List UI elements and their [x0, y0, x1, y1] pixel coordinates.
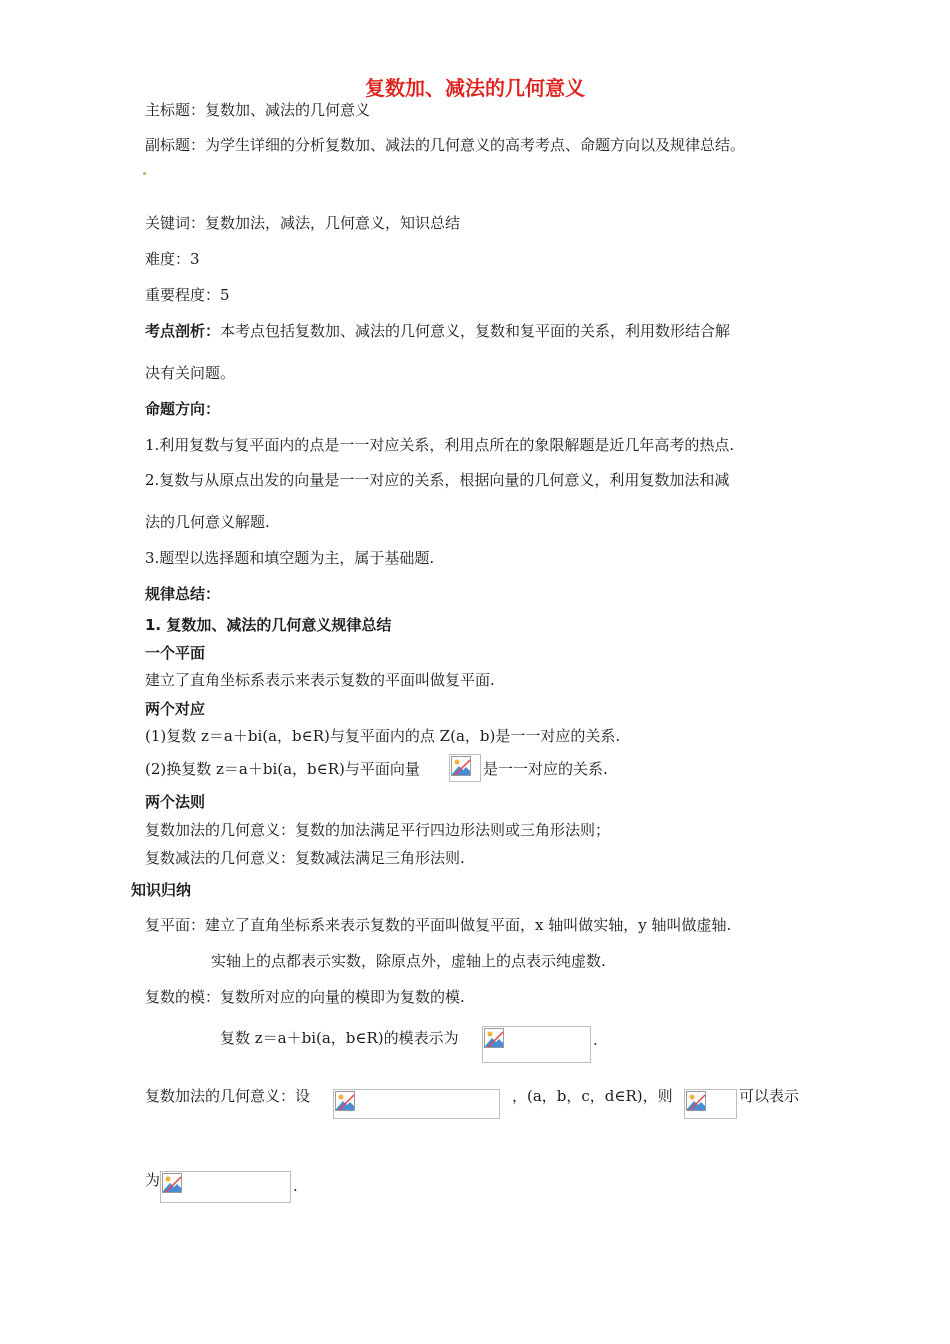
- main-title-line: 主标题：复数加、减法的几何意义: [145, 101, 371, 119]
- complex-plane-note: 实轴上的点都表示实数，除原点外，虚轴上的点表示纯虚数.: [211, 952, 606, 970]
- broken-image-icon: [162, 1173, 182, 1193]
- summary-subheading: 1. 复数加、减法的几何意义规律总结: [145, 616, 392, 634]
- analysis-line2: 决有关问题。: [145, 364, 236, 382]
- sum-vector-image: [684, 1089, 737, 1119]
- complex-numbers-image: [333, 1089, 500, 1119]
- analysis-label: 考点剖析：: [145, 322, 221, 340]
- rule-addition: 复数加法的几何意义：复数的加法满足平行四边形法则或三角形法则；: [145, 821, 611, 839]
- rule-subtraction: 复数减法的几何意义：复数减法满足三角形法则.: [145, 849, 465, 867]
- vector-formula-image: [449, 754, 481, 782]
- modulus-definition: 复数的模：复数所对应的向量的模即为复数的模.: [145, 988, 465, 1006]
- correspondence-2-after: 是一一对应的关系.: [483, 760, 608, 778]
- direction-item-3: 3.题型以选择题和填空题为主，属于基础题.: [145, 549, 435, 567]
- sum-formula-image: [160, 1171, 291, 1203]
- rules-heading: 两个法则: [145, 793, 206, 811]
- knowledge-heading: 知识归纳: [131, 881, 192, 899]
- correspondence-2-before: (2)换复数 z＝a＋bi(a，b∈R)与平面向量: [145, 760, 420, 778]
- direction-item-2: 2.复数与从原点出发的向量是一一对应的关系，根据向量的几何意义，利用复数加法和减: [145, 471, 730, 489]
- addition-geometry-middle: ，(a，b，c，d∈R)，则: [512, 1087, 673, 1105]
- direction-item-1: 1.利用复数与复平面内的点是一一对应关系，利用点所在的象限解题是近几年高考的热点.: [145, 436, 735, 454]
- modulus-period: .: [593, 1031, 598, 1049]
- summary-heading: 规律总结：: [145, 585, 221, 603]
- direction-heading: 命题方向：: [145, 400, 221, 418]
- analysis-paragraph: [145, 321, 730, 341]
- difficulty-line: 难度：3: [145, 250, 200, 268]
- modulus-formula-image: [482, 1026, 591, 1063]
- addition-geometry-text: 复数加法的几何意义：设: [145, 1087, 311, 1105]
- page-title: 复数加、减法的几何意义: [365, 76, 585, 100]
- broken-image-icon: [451, 756, 471, 776]
- modulus-formula-text: 复数 z＝a＋bi(a，b∈R)的模表示为: [220, 1029, 459, 1047]
- importance-line: 重要程度：5: [145, 286, 230, 304]
- plane-heading: 一个平面: [145, 644, 206, 662]
- addition-geometry-after: 可以表示: [739, 1087, 800, 1105]
- sum-formula-period: .: [293, 1177, 298, 1195]
- marker-dot: [143, 172, 146, 175]
- analysis-text: 本考点包括复数加、减法的几何意义，复数和复平面的关系，利用数形结合解: [220, 322, 731, 340]
- keywords-line: 关键词：复数加法，减法，几何意义，知识总结: [145, 214, 461, 232]
- complex-plane-definition: 复平面：建立了直角坐标系来表示复数的平面叫做复平面，x 轴叫做实轴，y 轴叫做虚轴.: [145, 916, 732, 934]
- broken-image-icon: [484, 1028, 504, 1048]
- correspondence-heading: 两个对应: [145, 700, 206, 718]
- direction-item-2-cont: 法的几何意义解题.: [145, 513, 270, 531]
- subtitle-line: 副标题：为学生详细的分析复数加、减法的几何意义的高考考点、命题方向以及规律总结。: [145, 136, 746, 154]
- addition-geometry-line2: 为: [145, 1171, 161, 1189]
- correspondence-1: (1)复数 z＝a＋bi(a，b∈R)与复平面内的点 Z(a，b)是一一对应的关系.: [145, 727, 621, 745]
- broken-image-icon: [686, 1091, 706, 1111]
- broken-image-icon: [335, 1091, 355, 1111]
- plane-text: 建立了直角坐标系表示来表示复数的平面叫做复平面.: [145, 671, 495, 689]
